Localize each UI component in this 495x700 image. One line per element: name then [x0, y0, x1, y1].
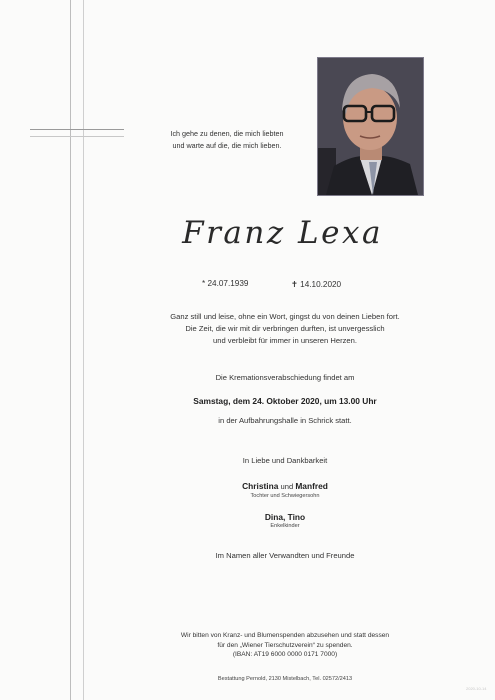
ceremony-intro: Die Kremationsverabschiedung findet am	[215, 373, 355, 382]
verse-line: Die Zeit, die wir mit dir verbringen durften, ist unvergesslich	[185, 324, 385, 333]
birth-date: * 24.07.1939	[202, 279, 249, 288]
cross-vertical-line	[70, 0, 71, 700]
mourner-conjunction: und	[280, 482, 294, 491]
closing-phrase: In Liebe und Dankbarkeit	[242, 456, 328, 465]
portrait-photo	[317, 57, 424, 196]
document-code: 2020-10-14	[466, 686, 487, 691]
family-names-2: Dina, Tino	[264, 512, 306, 522]
mourner-name: Christina	[242, 481, 279, 491]
ceremony-date: Samstag, dem 24. Oktober 2020, um 13.00 Uhr	[193, 396, 377, 406]
quote	[120, 128, 334, 152]
donation-request	[120, 631, 450, 660]
request-line: Wir bitten von Kranz- und Blumenspenden abzusehen und statt dessen	[180, 632, 390, 639]
family-role-1: Tochter und Schwiegersohn	[250, 493, 320, 499]
family-role-2: Enkelkinder	[270, 523, 300, 529]
relatives-line: Im Namen aller Verwandten und Freunde	[215, 551, 355, 560]
funeral-home-footer: Bestattung Pernold, 2130 Mistelbach, Tel. 02572/2413	[217, 676, 353, 682]
cross-vertical-line-shadow	[83, 0, 84, 700]
deceased-name: Franz Lexa	[182, 215, 383, 251]
cross-horizontal-line-shadow	[30, 136, 124, 137]
request-line: für den „Wiener Tierschutzverein“ zu spenden.	[217, 641, 353, 649]
death-date: ✝ 14.10.2020	[291, 280, 342, 289]
memorial-verse	[120, 311, 450, 347]
verse-line: Ganz still und leise, ohne ein Wort, gingst du von deinen Lieben fort.	[170, 312, 400, 321]
request-line: (IBAN: AT19 6000 0000 0171 7000)	[232, 651, 338, 658]
quote-line: und warte auf die, die mich lieben.	[172, 141, 282, 150]
ceremony-place: in der Aufbahrungshalle in Schrick statt.	[218, 416, 352, 425]
cross-horizontal-line	[30, 129, 124, 130]
quote-line: Ich gehe zu denen, die mich liebten	[170, 129, 284, 138]
verse-line: und verbleibt für immer in unseren Herzen.	[213, 336, 357, 345]
mourner-name: Manfred	[295, 481, 328, 491]
